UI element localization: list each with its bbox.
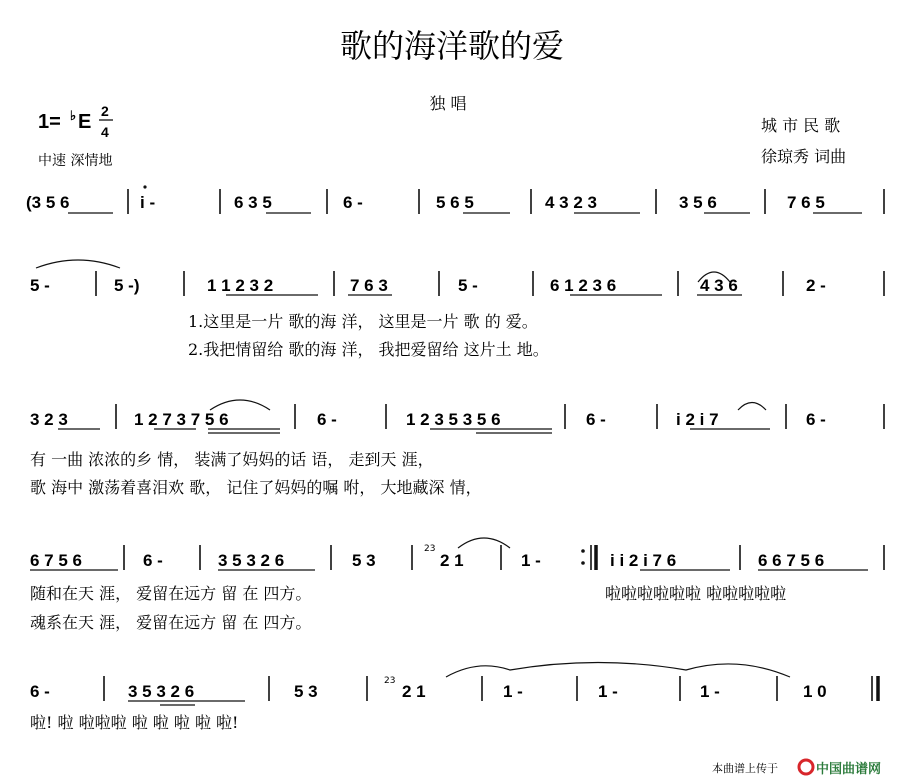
measure-2-2: 5 -): [114, 276, 140, 295]
footer: [712, 760, 881, 777]
measure-4-1: 6 7 5 6: [30, 551, 82, 570]
measure-2-1: 5 -: [30, 276, 50, 295]
lyric-4-1: 随和在天 涯， 爱留在远方 留 在 四方。: [30, 584, 312, 603]
measure-4-6: 1 -: [521, 551, 541, 570]
measure-2-8: 2 -: [806, 276, 826, 295]
measure-2-3: 1 1 2 3 2: [207, 276, 274, 295]
measure-5-4: 2 1: [402, 682, 426, 701]
time-top: 2: [101, 103, 109, 119]
measure-4-3: 3 5 3 2 6: [218, 551, 285, 570]
system-3: [30, 400, 884, 497]
slur-3: [738, 403, 766, 411]
measure-1-4: 6 -: [343, 193, 363, 212]
underlines-3: [58, 429, 770, 433]
system-5: [30, 663, 878, 733]
measure-1-5: 5 6 5: [436, 193, 474, 212]
measure-1-2: i -: [140, 193, 156, 212]
measure-1-1: (3 5 6: [26, 193, 70, 212]
footer-site[interactable]: 中国曲谱网: [816, 762, 882, 777]
measure-4-7: i i 2 i 7 6: [610, 551, 677, 570]
slur-2: [210, 400, 270, 410]
song-source: 城 市 民 歌: [761, 116, 841, 135]
measure-1-3: 6 3 5: [234, 193, 272, 212]
key-signature: [38, 103, 113, 140]
lyric-4-3: 魂系在天 涯， 爱留在远方 留 在 四方。: [30, 613, 312, 632]
measure-3-4: 1 2 3 5 3 5 6: [406, 410, 501, 429]
measure-5-5: 1 -: [503, 682, 523, 701]
measure-1-8: 7 6 5: [787, 193, 825, 212]
measure-2-6: 6 1 2 3 6: [550, 276, 617, 295]
measure-3-1: 3 2 3: [30, 410, 68, 429]
breath-mark-2: 23: [384, 676, 396, 686]
performance-type: 独 唱: [429, 94, 467, 113]
measure-3-6: i 2 i 7: [676, 410, 719, 429]
time-bottom: 4: [101, 124, 109, 140]
measure-5-6: 1 -: [598, 682, 618, 701]
site-logo-icon: [799, 760, 813, 774]
key-letter: E: [78, 111, 92, 133]
measure-3-2: 1 2 7 3 7 5 6: [134, 410, 229, 429]
measure-4-8: 6 6 7 5 6: [758, 551, 825, 570]
flat-sign: ♭: [70, 108, 77, 123]
song-credits: 徐琼秀 词曲: [761, 147, 847, 166]
lyric-5-1: 啦! 啦 啦啦啦 啦 啦 啦 啦 啦!: [30, 713, 239, 732]
key-prefix: 1=: [38, 111, 61, 133]
measure-5-1: 6 -: [30, 682, 50, 701]
measure-5-2: 3 5 3 2 6: [128, 682, 195, 701]
measure-4-5: 2 1: [440, 551, 464, 570]
measure-2-5: 5 -: [458, 276, 478, 295]
measure-3-7: 6 -: [806, 410, 826, 429]
measure-3-3: 6 -: [317, 410, 337, 429]
measure-1-6: 4 3 2 3: [545, 193, 597, 212]
tie-3: [446, 663, 790, 678]
measure-2-7: 4 3 6: [700, 276, 738, 295]
measure-4-4: 5 3: [352, 551, 376, 570]
song-title: 歌的海洋歌的爱: [339, 27, 565, 65]
measure-2-4: 7 6 3: [350, 276, 388, 295]
system-1: [26, 185, 884, 214]
lyric-2-1: 1.这里是一片 歌的海 洋， 这里是一片 歌 的 爱。: [188, 312, 538, 331]
measure-1-7: 3 5 6: [679, 193, 717, 212]
lyric-3-2: 歌 海中 激荡着喜泪欢 歌， 记住了妈妈的嘱 咐， 大地藏深 情，: [30, 478, 482, 497]
tempo-marking: 中速 深情地: [38, 153, 113, 169]
tie-1: [36, 260, 120, 268]
barlines-5: [104, 676, 878, 701]
measure-5-8: 1 0: [803, 682, 827, 701]
tie-2: [458, 538, 510, 548]
lyric-2-2: 2.我把情留给 歌的海 洋， 我把爱留给 这片土 地。: [188, 340, 549, 359]
system-4: [30, 538, 884, 632]
measure-5-7: 1 -: [700, 682, 720, 701]
lyric-3-1: 有 一曲 浓浓的乡 情， 装满了妈妈的话 语， 走到天 涯，: [30, 450, 434, 469]
measure-4-2: 6 -: [143, 551, 163, 570]
underlines-5: [128, 701, 245, 705]
measure-3-5: 6 -: [586, 410, 606, 429]
measure-5-3: 5 3: [294, 682, 318, 701]
footer-uploaded: 本曲谱上传于: [712, 762, 778, 775]
lyric-4-2: 啦啦啦啦啦啦 啦啦啦啦啦: [605, 584, 787, 603]
system-2: [30, 260, 884, 359]
breath-mark: 23: [424, 544, 436, 554]
